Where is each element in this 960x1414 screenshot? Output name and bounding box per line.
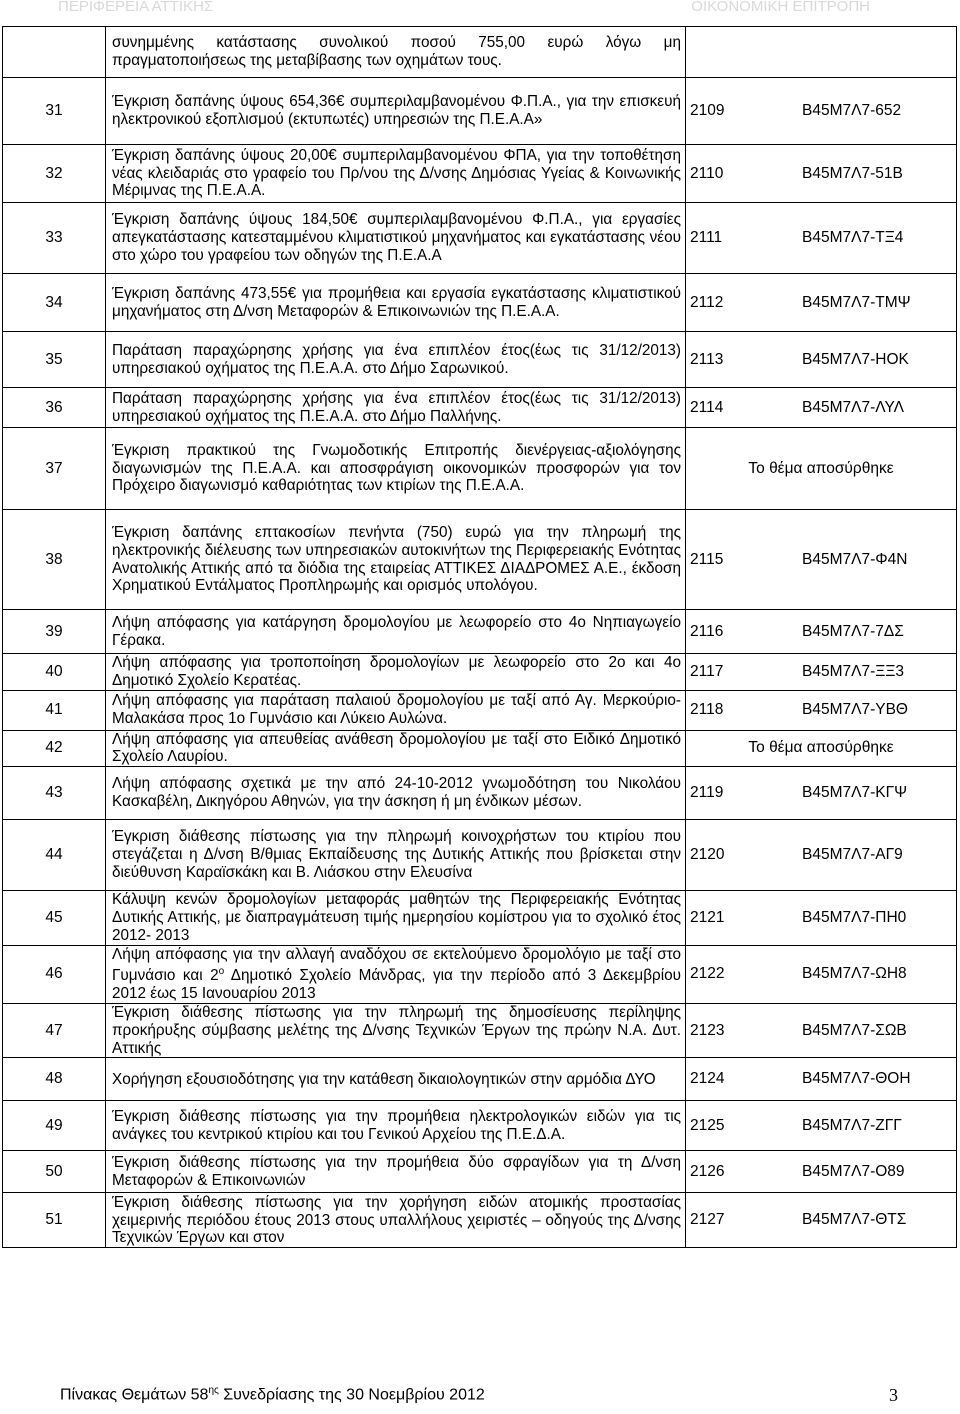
- item-description: Χορήγηση εξουσιοδότησης για την κατάθεση δικαιολογητικών στην αρμόδια ΔΥΟ: [106, 1058, 686, 1101]
- agenda-table: [2, 26, 957, 1248]
- item-description: Παράταση παραχώρησης χρήσης για ένα επιπλέον έτος(έως τις 31/12/2013) υπηρεσιακού οχήματος της Π.Ε.Α.Α. στο Δήμο Παλλήνης.: [106, 388, 686, 428]
- item-description: Λήψη απόφασης για τροποποίηση δρομολογίων με λεωφορείο στο 2ο και 4ο Δημοτικό Σχολείο Κερατέας.: [106, 654, 686, 691]
- item-description: Έγκριση διάθεσης πίστωσης για την προμήθεια ηλεκτρολογικών ειδών για τις ανάγκες του κεντρικού κτιρίου και του Γενικού Αρχείου της Π.Ε.Δ.Α.: [106, 1101, 686, 1151]
- decision-number: 2114: [690, 398, 724, 416]
- decision-cell: [686, 388, 957, 428]
- item-number: [3, 27, 106, 78]
- decision-cell: [686, 610, 957, 654]
- table-row: [3, 654, 957, 691]
- table-row: [3, 1004, 957, 1058]
- decision-cell: [686, 274, 957, 332]
- ada-code: Β45Μ7Λ7-ΚΓΨ: [802, 784, 908, 802]
- ada-code: Β45Μ7Λ7-ΤΞ4: [802, 229, 904, 246]
- item-description: Έγκριση διάθεσης πίστωσης για την χορήγηση ειδών ατομικής προστασίας χειμερινής περιόδου έτους 2013 στους υπαλλήλους χειριστές – οδηγούς της Δ/νσης Τεχνικών Έργων και στον: [106, 1193, 686, 1248]
- header-region: ΠΕΡΙΦΕΡΕΙΑ ΑΤΤΙΚΗΣ: [58, 0, 214, 15]
- decision-cell: [686, 1193, 957, 1248]
- item-number: 31: [3, 78, 106, 145]
- item-description: Κάλυψη κενών δρομολογίων μεταφοράς μαθητών της Περιφερειακής Ενότητας Δυτικής Αττικής, με διαπραγμάτευση τιμής ημερησίου κομίστρου για το σχολικό έτος 2012- 2013: [106, 891, 686, 945]
- item-description: Έγκριση δαπάνης ύψους 654,36€ συμπεριλαμβανομένου Φ.Π.Α., για την επισκευή ηλεκτρονικού εξοπλισμού (εκτυπωτές) υπηρεσιών της Π.Ε.Α.Α»: [106, 78, 686, 145]
- decision-number: 2127: [690, 1211, 725, 1229]
- item-number: 42: [3, 730, 106, 767]
- table-row: [3, 610, 957, 654]
- decision-cell: [686, 730, 957, 767]
- decision-number: 2115: [690, 550, 724, 568]
- item-number: 36: [3, 388, 106, 428]
- item-number: 44: [3, 820, 106, 891]
- ada-code: Β45Μ7Λ7-7ΔΣ: [802, 622, 904, 640]
- item-number: 43: [3, 767, 106, 820]
- decision-number: 2117: [690, 662, 724, 680]
- table-row: [3, 428, 957, 510]
- decision-cell: [686, 78, 957, 145]
- ada-code: Β45Μ7Λ7-ΣΩΒ: [802, 1021, 907, 1039]
- item-number: 47: [3, 1004, 106, 1058]
- decision-cell: [686, 203, 957, 274]
- item-number: 49: [3, 1101, 106, 1151]
- table-row: [3, 388, 957, 428]
- table-row: [3, 332, 957, 388]
- item-description: Έγκριση δαπάνης επτακοσίων πενήντα (750) ευρώ για την πληρωμή της ηλεκτρονικής διέλευσης των υπηρεσιακών αυτοκινήτων της Περιφερειακής Ενότητας Ανατολικής Αττικής από τα διόδια της εταιρείας ΑΤΤΙΚΕΣ ΔΙΑΔΡΟΜΕΣ Α.Ε., έκδοση Χρηματικού Εντάλματος Προπληρωμής και ορισμός υπολόγου.: [106, 510, 686, 610]
- decision-cell: [686, 945, 957, 1003]
- ada-code: Β45Μ7Λ7-ΛΥΛ: [802, 398, 904, 416]
- ada-code: Β45Μ7Λ7-ΘΤΣ: [802, 1211, 907, 1229]
- table-row: [3, 767, 957, 820]
- footer-caption: Πίνακας Θεμάτων $58^{\eta\varsigma}$ Συνεδρίασης της 30 Νοεμβρίου 2012: [60, 1385, 485, 1404]
- ada-code: Β45Μ7Λ7-ΗΟΚ: [802, 350, 909, 368]
- decision-number: 2113: [690, 350, 724, 368]
- decision-cell: [686, 428, 957, 510]
- decision-number: 2118: [690, 701, 724, 719]
- decision-cell: [686, 1151, 957, 1193]
- decision-cell: [686, 1004, 957, 1058]
- decision-cell: [686, 654, 957, 691]
- ada-code: Β45Μ7Λ7-ΖΓΓ: [802, 1116, 902, 1134]
- item-number: 38: [3, 510, 106, 610]
- decision-number: 2121: [690, 908, 725, 926]
- item-number: 50: [3, 1151, 106, 1193]
- item-number: 41: [3, 690, 106, 730]
- item-description: Έγκριση διάθεσης πίστωσης για την πληρωμή κοινοχρήστων του κτιρίου που στεγάζεται η Δ/νση Β/θμιας Εκπαίδευσης της Δυτικής Αττικής που βρίσκεται στην διεύθυνση Καραϊσκάκη και Β. Λιάσκου στην Ελευσίνα: [106, 820, 686, 891]
- item-description: Έγκριση δαπάνης ύψους 184,50€ συμπεριλαμβανομένου Φ.Π.Α., για εργασίες απεγκατάστασης κατεσταμμένου κλιματιστικού μηχανήματος και εγκατάστασης νέου στο χώρο του γραφείου των οδηγών της Π.Ε.Α.Α: [106, 203, 686, 274]
- decision-number: 2126: [690, 1162, 725, 1180]
- table-row: [3, 1151, 957, 1193]
- decision-cell: [686, 510, 957, 610]
- ada-code: Β45Μ7Λ7-ΩΗ8: [802, 965, 907, 983]
- decision-cell: [686, 1101, 957, 1151]
- agenda-body: [3, 27, 957, 1248]
- item-description: Έγκριση πρακτικού της Γνωμοδοτικής Επιτροπής διενέργειας-αξιολόγησης διαγωνισμών της Π.Ε.Α.Α. και αποσφράγιση οικονομικών προσφορών για τον Πρόχειρο διαγωνισμό καθαριότητας των κτιρίων της Π.Ε.Α.Α.: [106, 428, 686, 510]
- ada-code: Β45Μ7Λ7-ΘΟΗ: [802, 1070, 911, 1088]
- item-description: Λήψη απόφασης για κατάργηση δρομολογίου με λεωφορείο στο 4ο Νηπιαγωγείο Γέρακα.: [106, 610, 686, 654]
- item-number: 51: [3, 1193, 106, 1248]
- table-row: [3, 203, 957, 274]
- item-description: συνημμένης κατάστασης συνολικού ποσού 755,00 ευρώ λόγω μη πραγματοποιήσεως της μεταβίβασης των οχημάτων τους.: [106, 27, 686, 78]
- decision-number: 2123: [690, 1021, 725, 1039]
- decision-number: 2110: [690, 164, 724, 182]
- item-description: Έγκριση διάθεσης πίστωσης για την πληρωμή της δημοσίευσης περίληψης προκήρυξης σύμβασης μελέτης της Δ/νσης Τεχνικών Έργων της πρώην Ν.Α. Δυτ. Αττικής: [106, 1004, 686, 1058]
- ada-code: Β45Μ7Λ7-ΞΞ3: [802, 662, 905, 680]
- item-number: 46: [3, 945, 106, 1003]
- table-row: [3, 820, 957, 891]
- item-number: 40: [3, 654, 106, 691]
- decision-number: 2109: [690, 102, 725, 119]
- decision-number: 2116: [690, 622, 724, 640]
- table-row: [3, 1058, 957, 1101]
- ada-code: Β45Μ7Λ7-Φ4Ν: [802, 550, 908, 568]
- item-description: Παράταση παραχώρησης χρήσης για ένα επιπλέον έτος(έως τις 31/12/2013) υπηρεσιακού οχήματος της Π.Ε.Α.Α. στο Δήμο Σαρωνικού.: [106, 332, 686, 388]
- ada-code: Β45Μ7Λ7-ΠΗ0: [802, 908, 907, 926]
- decision-cell: [686, 27, 957, 78]
- decision-number: 2124: [690, 1070, 725, 1088]
- page-number: 3: [889, 1385, 898, 1405]
- table-row: [3, 274, 957, 332]
- decision-number: 2119: [690, 784, 724, 802]
- item-number: 35: [3, 332, 106, 388]
- decision-number: 2122: [690, 965, 725, 983]
- decision-cell: [686, 820, 957, 891]
- withdrawn-note: Το θέμα αποσύρθηκε: [748, 739, 894, 757]
- decision-cell: [686, 690, 957, 730]
- ada-code: Β45Μ7Λ7-Ο89: [802, 1162, 905, 1180]
- table-row: [3, 1193, 957, 1248]
- decision-number: 2120: [690, 846, 725, 864]
- item-number: 32: [3, 145, 106, 203]
- table-row: [3, 145, 957, 203]
- item-number: 33: [3, 203, 106, 274]
- header-committee: ΟΙΚΟΝΟΜΙΚΗ ΕΠΙΤΡΟΠΗ: [691, 0, 870, 15]
- decision-number: 2125: [690, 1116, 725, 1134]
- table-row: [3, 27, 957, 78]
- ada-code: Β45Μ7Λ7-51Β: [802, 164, 903, 182]
- item-description: Λήψη απόφασης για απευθείας ανάθεση δρομολογίου με ταξί στο Ειδικό Δημοτικό Σχολείο Λαυρίου.: [106, 730, 686, 767]
- item-number: 34: [3, 274, 106, 332]
- ada-code: Β45Μ7Λ7-ΥΒΘ: [802, 701, 908, 719]
- table-row: [3, 78, 957, 145]
- decision-number: 2112: [690, 293, 724, 311]
- decision-cell: [686, 1058, 957, 1101]
- table-row: [3, 730, 957, 767]
- table-row: [3, 1101, 957, 1151]
- item-number: 48: [3, 1058, 106, 1101]
- item-description: Λήψη απόφασης σχετικά με την από 24-10-2012 γνωμοδότηση του Νικολάου Κασκαβέλη, Δικηγόρου Αθηνών, για την άσκηση ή μη ένδικων μέσων.: [106, 767, 686, 820]
- item-description: Έγκριση διάθεσης πίστωσης για την προμήθεια δύο σφραγίδων για τη Δ/νση Μεταφορών & Επικοινωνιών: [106, 1151, 686, 1193]
- decision-number: 2111: [690, 229, 723, 246]
- ada-code: Β45Μ7Λ7-ΑΓ9: [802, 846, 903, 864]
- item-number: 37: [3, 428, 106, 510]
- table-row: [3, 510, 957, 610]
- table-row: [3, 891, 957, 945]
- withdrawn-note: Το θέμα αποσύρθηκε: [748, 459, 894, 477]
- table-row: [3, 945, 957, 1003]
- decision-cell: [686, 767, 957, 820]
- item-description: Έγκριση δαπάνης ύψους 20,00€ συμπεριλαμβανομένου ΦΠΑ, για την τοποθέτηση νέας κλειδαριάς στο γραφείο του Πρ/νου της Δ/νσης Δημόσιας Υγείας & Κοινωνικής Μέριμνας της Π.Ε.Α.Α.: [106, 145, 686, 203]
- decision-cell: [686, 891, 957, 945]
- ada-code: Β45Μ7Λ7-652: [802, 102, 902, 119]
- item-number: 45: [3, 891, 106, 945]
- item-number: 39: [3, 610, 106, 654]
- table-row: [3, 690, 957, 730]
- item-description: Λήψη απόφασης για την αλλαγή αναδόχου σε εκτελούμενο δρομολόγιο με ταξί στο Γυμνάσιο και $2^o$ Δημοτικό Σχολείο Μάνδρας, για την περίοδο από 3 Δεκεμβρίου 2012 έως 15 Ιανουαρίου 2013: [106, 945, 686, 1003]
- page-header: [0, 0, 960, 20]
- decision-cell: [686, 145, 957, 203]
- ada-code: Β45Μ7Λ7-ΤΜΨ: [802, 293, 911, 311]
- item-description: Έγκριση δαπάνης 473,55€ για προμήθεια και εργασία εγκατάστασης κλιματιστικού μηχανήματος στη Δ/νση Μεταφορών & Επικοινωνιών της Π.Ε.Α.Α.: [106, 274, 686, 332]
- item-description: Λήψη απόφασης για παράταση παλαιού δρομολογίου με ταξί από Αγ. Μερκούριο- Μαλακάσα προς 1ο Γυμνάσιο και Λύκειο Αυλώνα.: [106, 690, 686, 730]
- decision-cell: [686, 332, 957, 388]
